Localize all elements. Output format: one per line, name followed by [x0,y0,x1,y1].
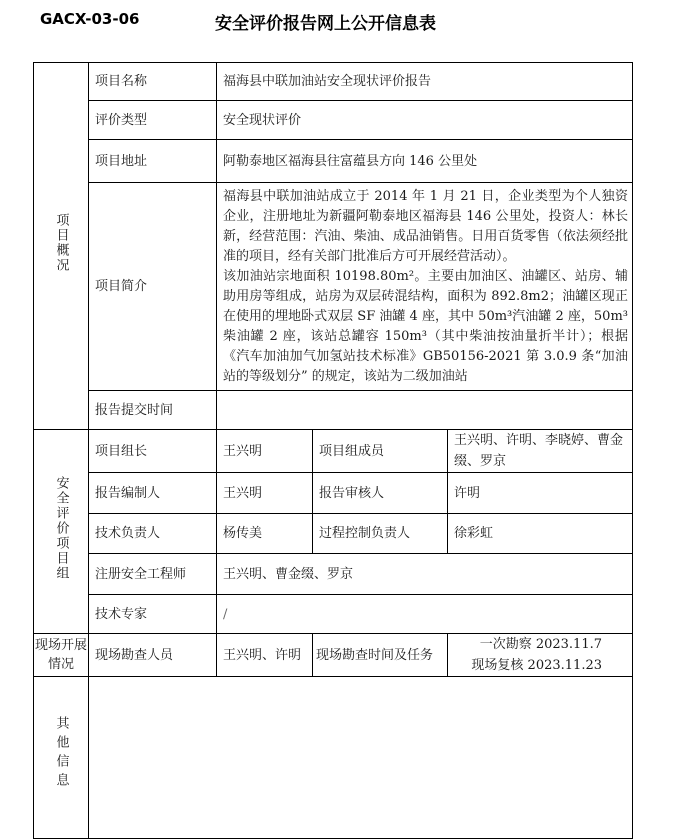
experts-label: 技术专家 [89,595,217,634]
intro-label: 项目简介 [89,183,217,391]
eval-type-label: 评价类型 [89,101,217,140]
form-code: GACX-03-06 [40,10,140,28]
intro-paragraph-2: 该加油站宗地面积 10198.80m²。主要由加油区、油罐区、站房、辅助用房等组成，站房为双层砖混结构，面积为 892.8m2；油罐区现正在使用的埋地卧式双层 SF 油罐 4 座，其中 50m³汽油罐 2 座，50m³柴油罐 2 座，该站总罐容 150m³（其中柴油按油量折半计）；根据《汽车加油加气加氢站技术标准》GB50156-2021 第 3.0.9 条“加油站的等级划分” 的规定，该站为二级加油站 [223,268,628,384]
address-value: 阿勒泰地区福海县往富蕴县方向 146 公里处 [217,140,633,183]
time-task-label: 现场勘查时间及任务 [313,634,448,677]
survey-first: 一次勘察 2023.11.7 [479,637,602,652]
project-name-label: 项目名称 [89,63,217,101]
engineers-value: 王兴明、曹金缀、罗京 [217,554,633,595]
submit-time-value [217,391,633,430]
overview-section-label: 项目概况 [34,63,89,430]
leader-label: 项目组长 [89,430,217,473]
author-label: 报告编制人 [89,473,217,514]
other-value [89,677,633,839]
reviewer-label: 报告审核人 [313,473,448,514]
surveyors-value: 王兴明、许明 [217,634,313,677]
engineers-label: 注册安全工程师 [89,554,217,595]
intro-paragraph-1: 福海县中联加油站成立于 2014 年 1 月 21 日，企业类型为个人独资企业，注册地址为新疆阿勒泰地区福海县 146 公里处，投资人：林长新，经营范围：汽油、柴油、成品油销售。日用百货零售（依法须经批准的项目，经有关部门批准后方可开展经营活动）。 [223,188,628,264]
project-name-value: 福海县中联加油站安全现状评价报告 [217,63,633,101]
page-title: 安全评价报告网上公开信息表 [215,14,436,34]
process-lead-value: 徐彩虹 [448,514,633,554]
address-label: 项目地址 [89,140,217,183]
reviewer-value: 许明 [448,473,633,514]
author-value: 王兴明 [217,473,313,514]
eval-type-value: 安全现状评价 [217,101,633,140]
members-value: 王兴明、许明、李晓婷、曹金缀、罗京 [448,430,633,473]
members-label: 项目组成员 [313,430,448,473]
team-section-label: 安全评价项目组 [34,430,89,634]
intro-value [217,183,633,391]
submit-time-label: 报告提交时间 [89,391,217,430]
info-table [33,62,633,839]
surveyors-label: 现场勘查人员 [89,634,217,677]
survey-dates [448,634,633,677]
other-section-label: 其他信息 [34,677,89,839]
tech-lead-value: 杨传美 [217,514,313,554]
tech-lead-label: 技术负责人 [89,514,217,554]
leader-value: 王兴明 [217,430,313,473]
survey-review: 现场复核 2023.11.23 [471,658,602,673]
experts-value: / [217,595,633,634]
process-lead-label: 过程控制负责人 [313,514,448,554]
site-section-label: 现场开展情况 [34,634,89,677]
